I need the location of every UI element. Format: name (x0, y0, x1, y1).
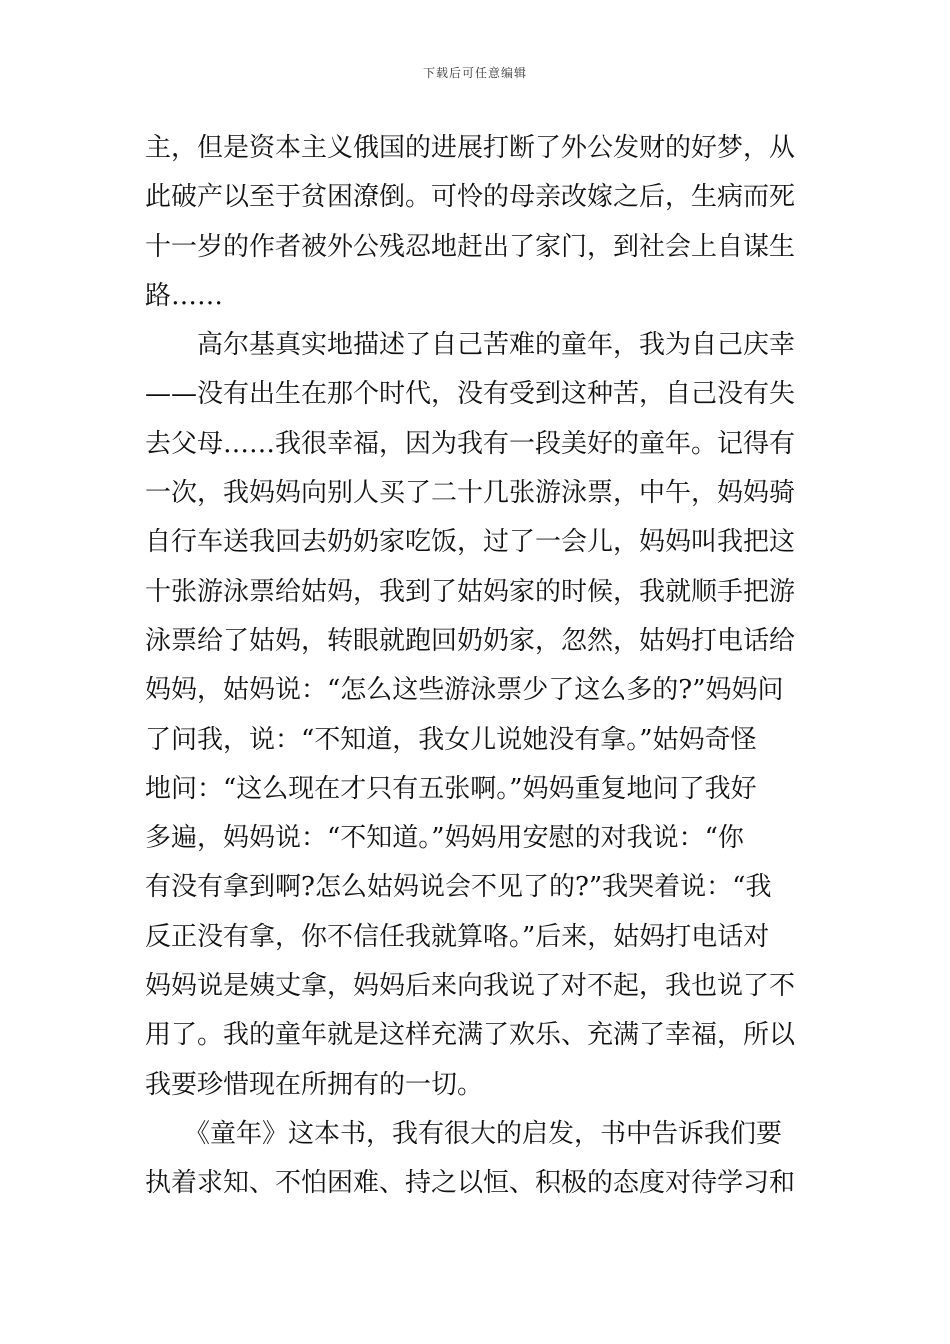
page-header: 下载后可任意编辑 (422, 66, 527, 80)
text-line: 高尔基真实地描述了自己苦难的童年，我为自己庆幸 (145, 330, 796, 361)
text-line: 十一岁的作者被外公残忍地赶出了家门，到社会上自谋生 (145, 231, 796, 262)
text-line: 地问：“这么现在才只有五张啊。”妈妈重复地问了我好 (145, 773, 757, 804)
text-line: 自行车送我回去奶奶家吃饭，过了一会儿，妈妈叫我把这 (145, 527, 796, 558)
text-line: 了问我，说：“不知道，我女儿说她没有拿。”姑妈奇怪 (145, 724, 757, 755)
document-body (145, 124, 810, 1209)
text-line: 用了。我的童年就是这样充满了欢乐、充满了幸福，所以 (145, 1020, 796, 1051)
text-line: 十张游泳票给姑妈，我到了姑妈家的时候，我就顺手把游 (145, 576, 796, 607)
text-line: 泳票给了姑妈，转眼就跑回奶奶家，忽然，姑妈打电话给 (145, 625, 796, 656)
text-line: 多遍，妈妈说：“不知道。”妈妈用安慰的对我说：“你 (145, 823, 744, 854)
text-line: 反正没有拿，你不信任我就算咯。”后来，姑妈打电话对 (145, 921, 770, 952)
text-line: 去父母……我很幸福，因为我有一段美好的童年。记得有 (145, 428, 796, 459)
text-line: 有没有拿到啊?怎么姑妈说会不见了的?”我哭着说：“我 (145, 872, 772, 903)
text-line: 主，但是资本主义俄国的进展打断了外公发财的好梦，从 (145, 133, 796, 163)
text-line: 路…… (145, 280, 224, 311)
text-line: 执着求知、不怕困难、持之以恒、积极的态度对待学习和 (145, 1168, 796, 1199)
text-line: 妈妈说是姨丈拿，妈妈后来向我说了对不起，我也说了不 (145, 971, 796, 1002)
text-line: 妈妈，姑妈说：“怎么这些游泳票少了这么多的?”妈妈问 (145, 675, 784, 706)
text-line: 我要珍惜现在所拥有的一切。 (145, 1069, 484, 1100)
text-line: 此破产以至于贫困潦倒。可怜的母亲改嫁之后，生病而死 (145, 182, 796, 213)
text-line: 《童年》这本书，我有很大的启发，书中告诉我们要 (145, 1118, 783, 1149)
text-line: 一次，我妈妈向别人买了二十几张游泳票，中午，妈妈骑 (145, 478, 796, 509)
text-line: ——没有出生在那个时代，没有受到这种苦，自己没有失 (145, 379, 796, 410)
